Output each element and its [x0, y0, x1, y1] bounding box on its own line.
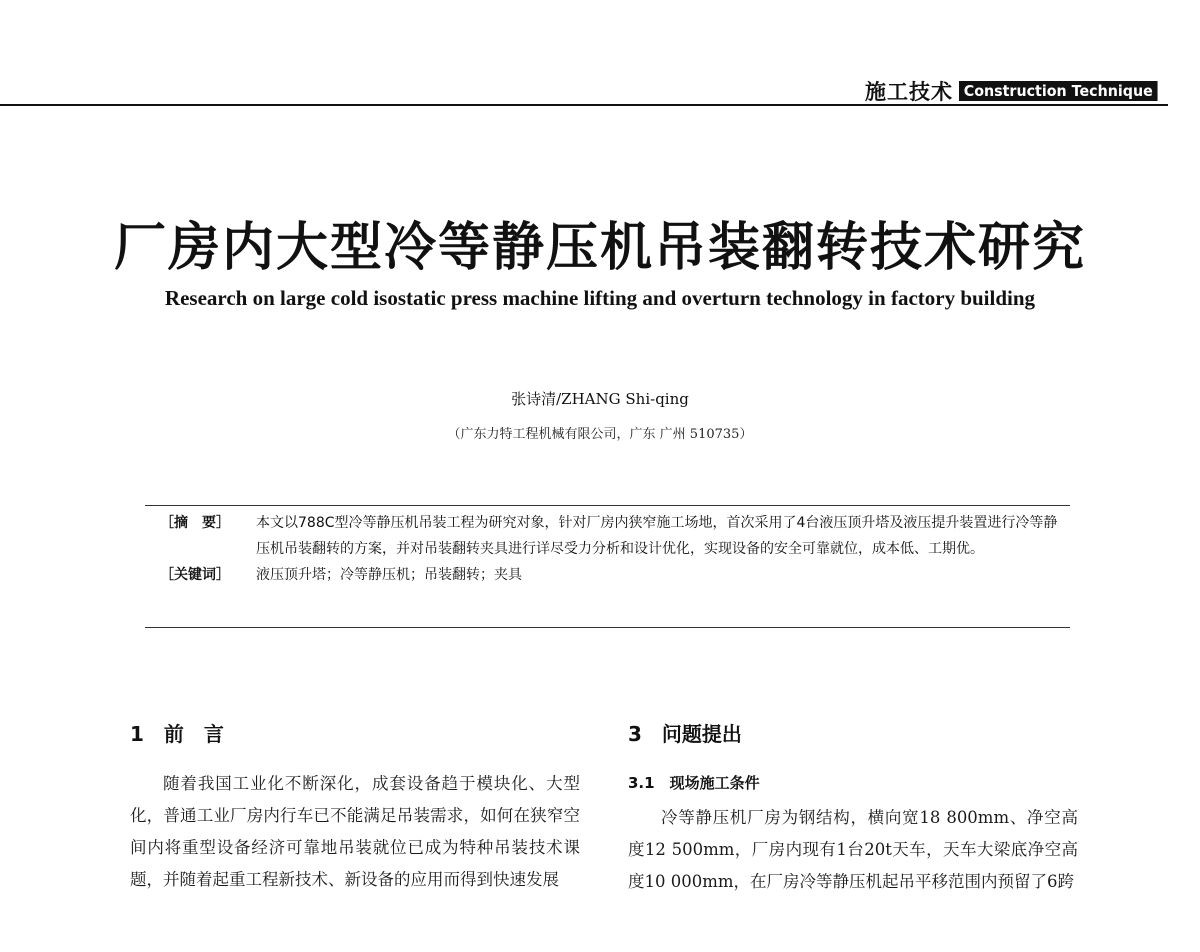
abstract-bottom-rule	[145, 627, 1070, 628]
abstract-text: 本文以788C型冷等静压机吊装工程为研究对象，针对厂房内狭窄施工场地，首次采用了4台液压顶升塔及液压提升装置进行冷等静压机吊装翻转的方案，并对吊装翻转夹具进行详尽受力分析和设计优化，实现设备的安全可靠就位，成本低、工期优。	[256, 515, 1058, 557]
header-label-en: Construction Technique	[959, 81, 1158, 101]
affiliation: （广东力特工程机械有限公司，广东 广州 510735）	[447, 427, 753, 442]
title-chinese: 厂房内大型冷等静压机吊装翻转技术研究	[113, 217, 1086, 278]
header-rule	[0, 104, 1168, 106]
section-3-1-heading: 3.1 现场施工条件	[628, 774, 760, 792]
abstract-top-rule	[145, 505, 1070, 506]
section-1-heading: 1 前 言	[130, 722, 224, 746]
section-1-paragraph: 随着我国工业化不断深化，成套设备趋于模块化、大型化，普通工业厂房内行车已不能满足吊装需求，如何在狭窄空间内将重型设备经济可靠地吊装就位已成为特种吊装技术课题，并随着起重工程新技术、新设备的应用而得到快速发展	[130, 774, 580, 889]
title-english: Research on large cold isostatic press machine lifting and overturn technology in factory building	[164, 286, 1036, 310]
header-label-cn: 施工技术	[865, 80, 954, 104]
running-header	[865, 76, 1168, 106]
abstract-label: ［摘 要］	[160, 515, 230, 531]
section-3-paragraph: 冷等静压机厂房为钢结构，横向宽18 800mm、净空高度12 500mm，厂房内现有1台20t天车，天车大梁底净空高度10 000mm，在厂房冷等静压机起吊平移范围内预留了6跨	[628, 808, 1078, 891]
abstract-block	[160, 510, 1060, 588]
abstract-row	[160, 510, 1060, 562]
section-3-heading: 3 问题提出	[628, 722, 742, 746]
keywords-row	[160, 562, 1060, 588]
section-1-body	[130, 768, 580, 896]
author: 张诗清/ZHANG Shi-qing	[511, 390, 689, 408]
keywords-label: ［关键词］	[160, 567, 230, 583]
section-3-body	[628, 802, 1078, 898]
keywords-text: 液压顶升塔；冷等静压机；吊装翻转；夹具	[256, 567, 522, 583]
